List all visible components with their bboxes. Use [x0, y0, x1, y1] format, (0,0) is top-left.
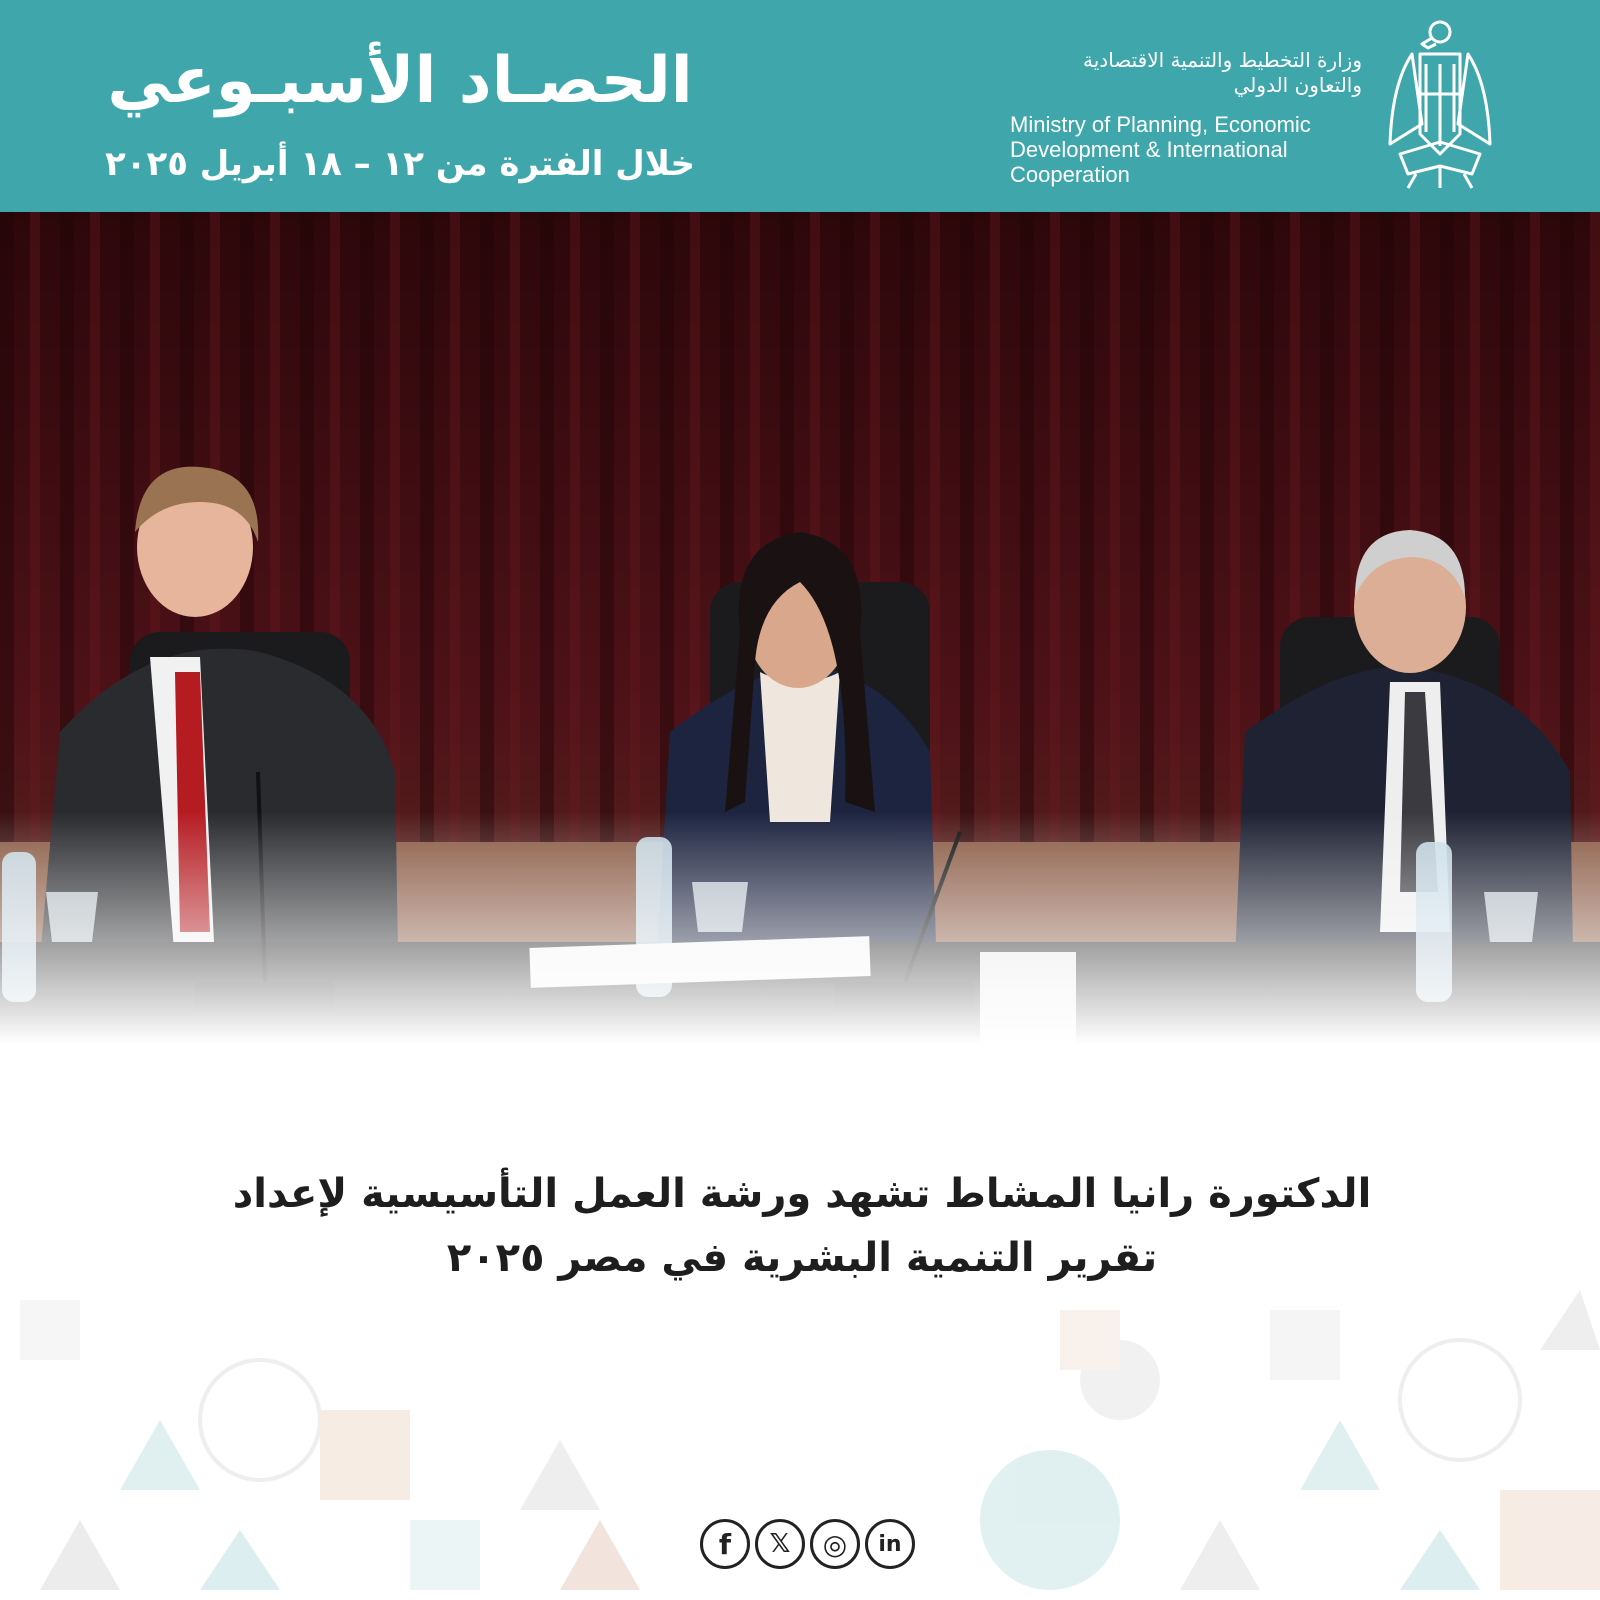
egypt-eagle-emblem-icon: [1372, 14, 1508, 194]
ministry-en-line2: Development & International: [1010, 137, 1288, 162]
linkedin-icon[interactable]: in: [865, 1519, 915, 1569]
date-range-subtitle: خلال الفترة من ١٢ – ١٨ أبريل ٢٠٢٥: [104, 144, 696, 184]
facebook-icon[interactable]: f: [700, 1519, 750, 1569]
social-links: [700, 1519, 916, 1571]
ministry-name-arabic: [960, 48, 1362, 98]
headline-line1: الدكتورة رانيا المشاط تشهد ورشة العمل التأسيسية لإعداد: [232, 1171, 1372, 1217]
x-icon[interactable]: 𝕏: [755, 1519, 805, 1569]
instagram-icon[interactable]: ◎: [810, 1519, 860, 1569]
news-headline: [60, 1162, 1544, 1290]
ministry-en-line3: Cooperation: [1010, 162, 1130, 187]
ministry-ar-line1: وزارة التخطيط والتنمية الاقتصادية: [1083, 48, 1362, 72]
headline-line2: تقرير التنمية البشرية في مصر ٢٠٢٥: [446, 1235, 1158, 1281]
event-photo: [0, 212, 1600, 1044]
page-title: الحصـاد الأسبـوعي: [107, 44, 693, 118]
ministry-en-line1: Ministry of Planning, Economic: [1010, 112, 1311, 137]
ministry-name-english: [1010, 112, 1372, 187]
header-band: [0, 0, 1600, 212]
ministry-ar-line2: والتعاون الدولي: [1233, 73, 1362, 97]
